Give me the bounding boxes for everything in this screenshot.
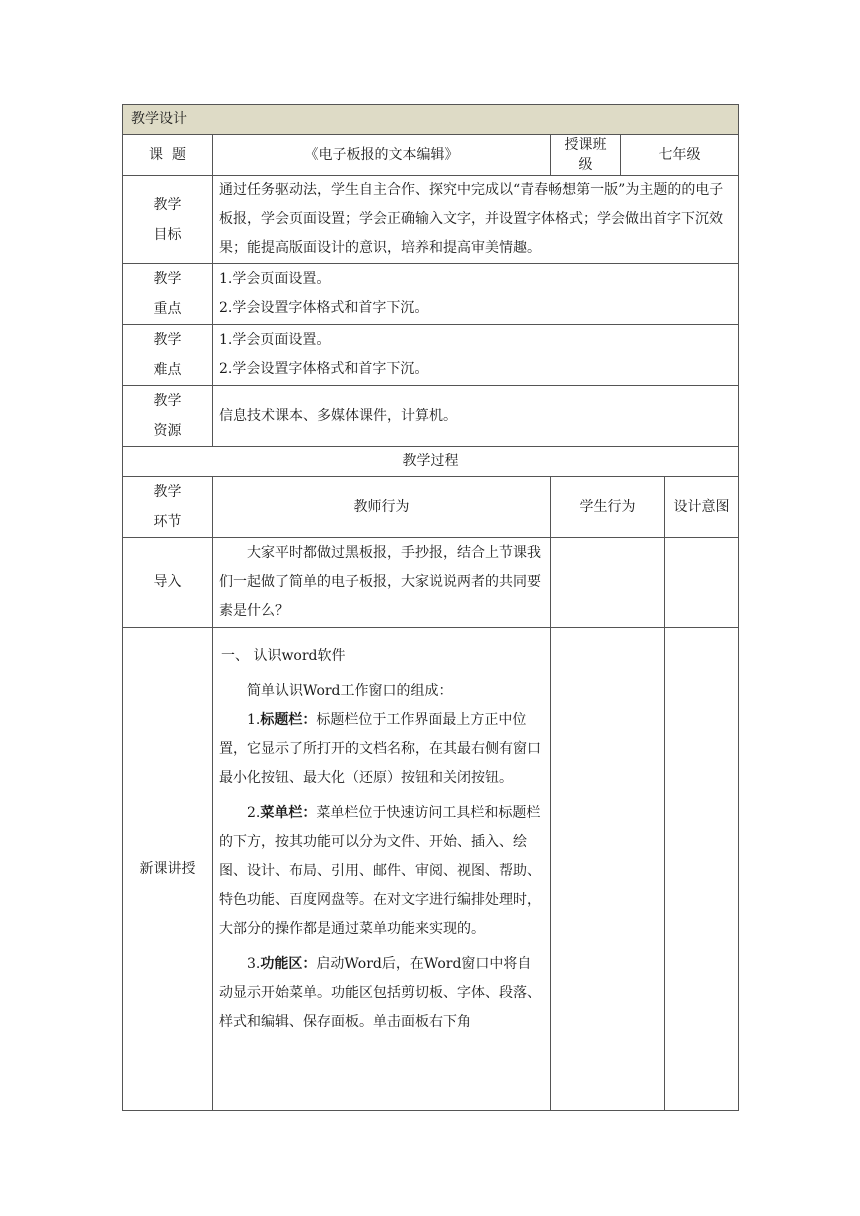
class-value: 七年级 (621, 135, 739, 176)
process-title: 教学过程 (123, 447, 739, 477)
key-points-row (123, 264, 739, 325)
list-item: 1.标题栏：标题栏位于工作界面最上方正中位置，它显示了所打开的文档名称，在其最右侧有窗口最小化按钮、最大化（还原）按钮和关闭按钮。 (219, 712, 541, 786)
difficulty-item: 1.学会页面设置。 (219, 332, 331, 348)
key-points-text (213, 264, 739, 325)
list-item: 3.功能区：启动Word后，在Word窗口中将自动显示开始菜单。功能区包括剪切板、字体、段落、样式和编辑、保存面板。单击面板右下角 (219, 956, 541, 1030)
intro-row (123, 538, 739, 628)
process-header-row (123, 477, 739, 538)
topic-label: 课 题 (123, 135, 213, 176)
title-row (123, 105, 739, 135)
key-points-label: 教学 重点 (123, 264, 213, 325)
topic-row (123, 135, 739, 176)
document-title: 教学设计 (123, 105, 739, 135)
lesson-plan-table-wrapper (122, 104, 738, 1111)
process-title-row (123, 447, 739, 477)
difficulty-item: 2.学会设置字体格式和首字下沉。 (219, 361, 429, 377)
new-lesson-label: 新课讲授 (123, 628, 213, 1111)
difficulties-text (213, 325, 739, 386)
new-lesson-row (123, 628, 739, 1111)
resources-row (123, 386, 739, 447)
teacher-column-header: 教师行为 (213, 477, 551, 538)
list-item: 2.菜单栏：菜单栏位于快速访问工具栏和标题栏的下方，按其功能可以分为文件、开始、插入、绘图、设计、布局、引用、邮件、审阅、视图、帮助、特色功能、百度网盘等。在对文字进行编排处理时，大部分的操作都是通过菜单功能来实现的。 (219, 805, 541, 937)
new-lesson-intent-cell (665, 628, 739, 1111)
lead-paragraph: 简单认识Word工作窗口的组成： (247, 683, 453, 699)
new-lesson-student-cell (551, 628, 665, 1111)
class-label: 授课班级 (551, 135, 621, 176)
key-point-item: 2.学会设置字体格式和首字下沉。 (219, 300, 429, 316)
intro-student-cell (551, 538, 665, 628)
section-heading: 一、 认识word软件 (221, 648, 346, 664)
difficulties-row (123, 325, 739, 386)
goals-label: 教学 目标 (123, 176, 213, 264)
lesson-plan-table (122, 104, 739, 1111)
intro-label: 导入 (123, 538, 213, 628)
resources-label: 教学 资源 (123, 386, 213, 447)
resources-text: 信息技术课本、多媒体课件，计算机。 (213, 386, 739, 447)
intro-text: 大家平时都做过黑板报，手抄报，结合上节课我们一起做了简单的电子板报，大家说说两者的共同要素是什么？ (213, 538, 551, 628)
key-point-item: 1.学会页面设置。 (219, 271, 331, 287)
topic-value: 《电子板报的文本编辑》 (213, 135, 551, 176)
new-lesson-content (213, 628, 551, 1111)
goals-text: 通过任务驱动法，学生自主合作、探究中完成以“青春畅想第一版”为主题的的电子板报，学会页面设置；学会正确输入文字，并设置字体格式；学会做出首字下沉效果；能提高版面设计的意识，培养和提高审美情趣。 (213, 176, 739, 264)
goals-row (123, 176, 739, 264)
student-column-header: 学生行为 (551, 477, 665, 538)
intro-intent-cell (665, 538, 739, 628)
stage-column-header: 教学 环节 (123, 477, 213, 538)
intent-column-header: 设计意图 (665, 477, 739, 538)
difficulties-label: 教学 难点 (123, 325, 213, 386)
